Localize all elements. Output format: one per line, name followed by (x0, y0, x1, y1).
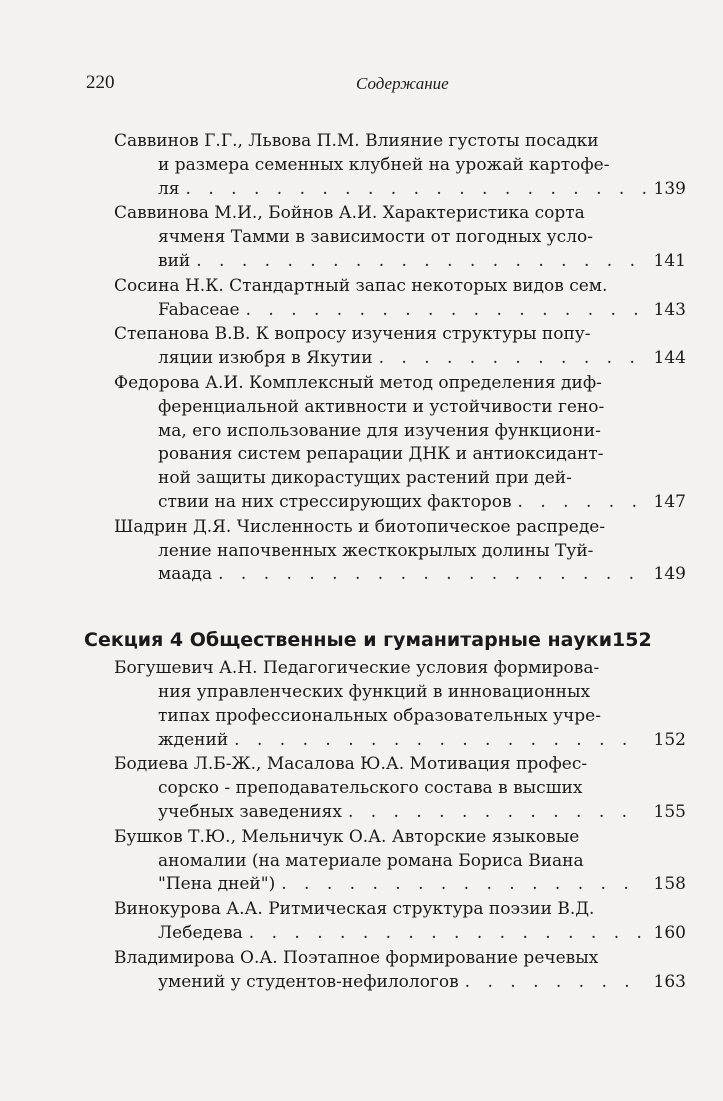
entry-last-line (114, 801, 686, 825)
toc-entry (114, 275, 686, 323)
leader-dots (518, 491, 646, 515)
entry-last-line (114, 491, 686, 515)
running-head: Содержание (356, 74, 449, 93)
entry-last-line (114, 922, 686, 946)
entry-tail: ждений (158, 729, 229, 750)
entry-line: сорско - преподавательского состава в высших (158, 778, 583, 799)
entry-line: Бодиева Л.Б-Ж., Масалова Ю.А. Мотивация профес- (114, 754, 588, 775)
entry-tail: учебных заведениях (158, 801, 342, 822)
entry-line: аномалии (на материале романа Бориса Виана (158, 850, 584, 871)
leader-dots (249, 922, 646, 946)
toc-entry (114, 202, 686, 273)
entry-line: Саввинов Г.Г., Львова П.М. Влияние густоты посадки (114, 131, 599, 151)
entry-tail: ля (158, 178, 180, 199)
toc-entry (114, 323, 686, 371)
section-heading (84, 627, 686, 653)
entry-line: Саввинова М.И., Бойнов А.И. Характеристика сорта (114, 203, 585, 224)
section-title: Секция 4 Общественные и гуманитарные науки (84, 629, 613, 652)
entry-page-number: 158 (653, 874, 686, 895)
entry-page-number: 141 (653, 250, 686, 271)
entry-tail: ствии на них стрессирующих факторов (158, 491, 512, 512)
leader-dots (218, 563, 646, 587)
toc-entry (114, 130, 686, 201)
entry-line: ление напочвенных жесткокрылых долины Туй- (158, 540, 594, 561)
entry-last-line (114, 299, 686, 323)
entry-line: Богушевич А.Н. Педагогические условия формирова- (114, 658, 600, 679)
entry-line: типах профессиональных образовательных учре- (158, 705, 601, 726)
entry-line: Владимирова О.А. Поэтапное формирование речевых (114, 947, 599, 968)
entry-line: рования систем репарации ДНК и антиоксидант- (158, 444, 604, 465)
toc-entry (114, 516, 686, 587)
page-header (86, 72, 683, 100)
entry-last-line (114, 971, 686, 995)
leader-dots (281, 873, 646, 897)
toc-entry (114, 372, 686, 515)
toc-entry (114, 753, 686, 824)
toc-entry (114, 947, 686, 995)
entry-last-line (114, 347, 686, 371)
entry-line: и размера семенных клубней на урожай картофе- (158, 154, 610, 175)
page-number: 220 (86, 72, 115, 93)
leader-dots (234, 729, 646, 753)
entry-page-number: 139 (653, 178, 686, 199)
leader-dots (465, 971, 646, 995)
entry-page-number: 160 (653, 922, 686, 943)
toc-entry (114, 826, 686, 897)
entry-line: Федорова А.И. Комплексный метод определения диф- (114, 372, 602, 393)
entry-page-number: 144 (653, 348, 686, 369)
entry-last-line (114, 178, 686, 202)
entry-tail: ляции изюбря в Якутии (158, 348, 373, 369)
entry-line: ференциальной активности и устойчивости гено- (158, 396, 605, 417)
entry-last-line (114, 873, 686, 897)
toc-entry (114, 898, 686, 946)
entry-tail: Лебедева (158, 922, 243, 943)
entry-last-line (114, 250, 686, 274)
entry-tail: вий (158, 250, 191, 271)
entry-line: ячменя Тамми в зависимости от погодных усло- (158, 227, 593, 248)
entry-line: ния управленческих функций в инновационных (158, 681, 591, 702)
toc-entry (114, 657, 686, 752)
entry-tail: умений у студентов-нефилологов (158, 971, 459, 992)
entry-last-line (114, 729, 686, 753)
entry-last-line (114, 563, 686, 587)
entry-line: Шадрин Д.Я. Численность и биотопическое распреде- (114, 516, 606, 537)
leader-dots (379, 347, 646, 371)
entry-page-number: 155 (653, 801, 686, 822)
entry-line: Винокурова А.А. Ритмическая структура поэзии В.Д. (114, 899, 595, 920)
entry-tail: "Пена дней") (158, 874, 276, 895)
entry-page-number: 163 (653, 971, 686, 992)
entry-line: Сосина Н.К. Стандартный запас некоторых видов сем. (114, 275, 608, 296)
leader-dots (348, 801, 646, 825)
entry-page-number: 149 (653, 564, 686, 585)
table-of-contents (84, 130, 686, 995)
leader-dots (246, 299, 646, 323)
entry-page-number: 143 (653, 299, 686, 320)
entry-tail: маада (158, 564, 213, 585)
entry-tail: Fabaceae (158, 299, 240, 320)
entry-page-number: 152 (653, 729, 686, 750)
entry-page-number: 147 (653, 491, 686, 512)
entry-line: Бушков Т.Ю., Мельничук О.А. Авторские языковые (114, 826, 580, 847)
entry-line: ной защиты дикорастущих растений при дей- (158, 468, 572, 489)
entry-line: Степанова В.В. К вопросу изучения структуры попу- (114, 324, 591, 345)
leader-dots (196, 250, 646, 274)
entry-line: ма, его использование для изучения функциони- (158, 420, 601, 441)
section-page-number: 152 (612, 629, 652, 652)
leader-dots (186, 178, 646, 202)
